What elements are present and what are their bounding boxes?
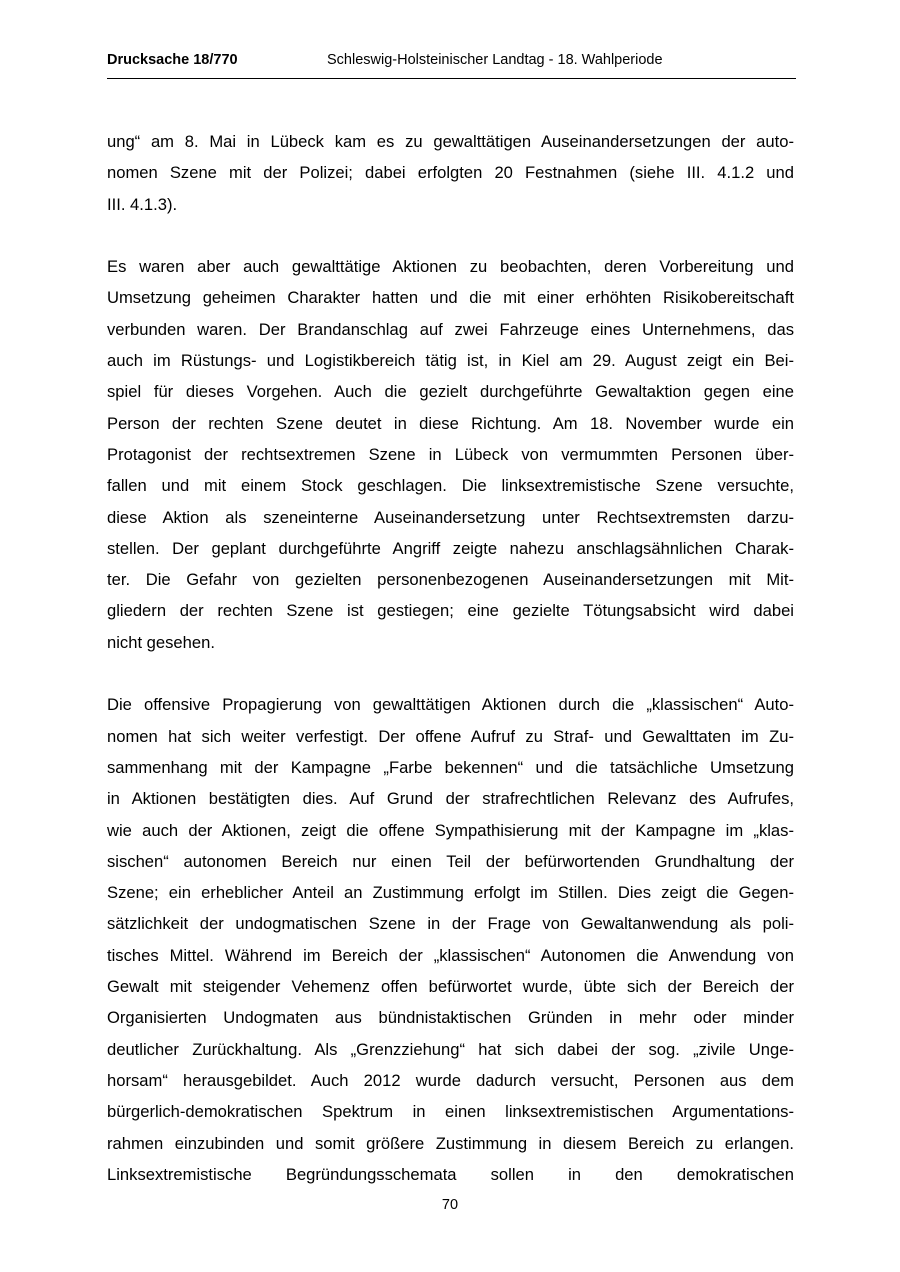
text-line: nicht gesehen. (107, 632, 215, 652)
text-line: auch im Rüstungs- und Logistikbereich tätig ist, in Kiel am 29. August zeigt ein Bei- (107, 351, 794, 371)
text-line: in Aktionen bestätigten dies. Auf Grund der strafrechtlichen Relevanz des Aufrufes, (107, 789, 794, 809)
text-line: spiel für dieses Vorgehen. Auch die gezielt durchgeführte Gewaltaktion gegen eine (107, 382, 794, 402)
text-line: Linksextremistische Begründungsschemata sollen in den demokratischen (107, 1164, 794, 1184)
text-line: tisches Mittel. Während im Bereich der „klassischen“ Autonomen die Anwendung von (107, 945, 794, 965)
text-line: ung“ am 8. Mai in Lübeck kam es zu gewalttätigen Auseinandersetzungen der auto- (107, 132, 794, 151)
text-line: ter. Die Gefahr von gezielten personenbezogenen Auseinandersetzungen mit Mit- (107, 570, 794, 590)
text-line: bürgerlich-demokratischen Spektrum in einen linksextremistischen Argumentations- (107, 1102, 794, 1122)
text-line: gliedern der rechten Szene ist gestiegen; eine gezielte Tötungsabsicht wird dabei (107, 601, 794, 621)
paragraph-2 (107, 251, 794, 658)
text-line: sätzlichkeit der undogmatischen Szene in der Frage von Gewaltanwendung als poli- (107, 914, 794, 934)
text-line: Es waren aber auch gewalttätige Aktionen zu beobachten, deren Vorbereitung und (107, 257, 794, 277)
page-body (107, 126, 794, 1190)
text-line: Gewalt mit steigender Vehemenz offen befürwortet wurde, übte sich der Bereich der (107, 977, 794, 997)
document-number: Drucksache 18/770 (107, 52, 238, 68)
text-line: deutlicher Zurückhaltung. Als „Grenzziehung“ hat sich dabei der sog. „zivile Unge- (107, 1039, 794, 1059)
text-line: Person der rechten Szene deutet in diese Richtung. Am 18. November wurde ein (107, 413, 794, 433)
text-line: stellen. Der geplant durchgeführte Angriff zeigte nahezu anschlagsähnlichen Charak- (107, 538, 794, 558)
text-line: rahmen einzubinden und somit größere Zustimmung in diesem Bereich zu erlangen. (107, 1133, 794, 1153)
text-line: wie auch der Aktionen, zeigt die offene Sympathisierung mit der Kampagne im „klas- (107, 820, 794, 840)
text-line: Szene; ein erheblicher Anteil an Zustimmung erfolgt im Stillen. Dies zeigt die Gegen- (107, 883, 794, 903)
text-line: III. 4.1.3). (107, 194, 178, 214)
paragraph-gap (107, 220, 794, 251)
text-line: verbunden waren. Der Brandanschlag auf zwei Fahrzeuge eines Unternehmens, das (107, 319, 794, 339)
paragraph-gap (107, 658, 794, 689)
text-line: fallen und mit einem Stock geschlagen. Die linksextremistische Szene versuchte, (107, 476, 794, 496)
page-number: 70 (441, 1197, 459, 1213)
text-line: nomen hat sich weiter verfestigt. Der offene Aufruf zu Straf- und Gewalttaten im Zu- (107, 726, 794, 746)
text-line: Organisierten Undogmaten aus bündnistaktischen Gründen in mehr oder minder (107, 1008, 794, 1028)
text-line: sischen“ autonomen Bereich nur einen Teil der befürwortenden Grundhaltung der (107, 851, 794, 871)
text-line: Protagonist der rechtsextremen Szene in Lübeck von vermummten Personen über- (107, 444, 794, 464)
text-line: Umsetzung geheimen Charakter hatten und die mit einer erhöhten Risikobereitschaft (107, 288, 794, 308)
text-line: diese Aktion als szeneinterne Auseinandersetzung unter Rechtsextremsten darzu- (107, 507, 794, 527)
text-line: horsam“ herausgebildet. Auch 2012 wurde dadurch versucht, Personen aus dem (107, 1070, 794, 1090)
page-header (107, 52, 796, 79)
text-line: sammenhang mit der Kampagne „Farbe bekennen“ und die tatsächliche Umsetzung (107, 757, 794, 777)
text-line: nomen Szene mit der Polizei; dabei erfolgten 20 Festnahmen (siehe III. 4.1.2 und (107, 163, 794, 183)
paragraph-3 (107, 689, 794, 1190)
paragraph-1 (107, 126, 794, 220)
header-title: Schleswig-Holsteinischer Landtag - 18. Wahlperiode (327, 52, 663, 68)
text-line: Die offensive Propagierung von gewalttätigen Aktionen durch die „klassischen“ Auto- (107, 695, 794, 715)
